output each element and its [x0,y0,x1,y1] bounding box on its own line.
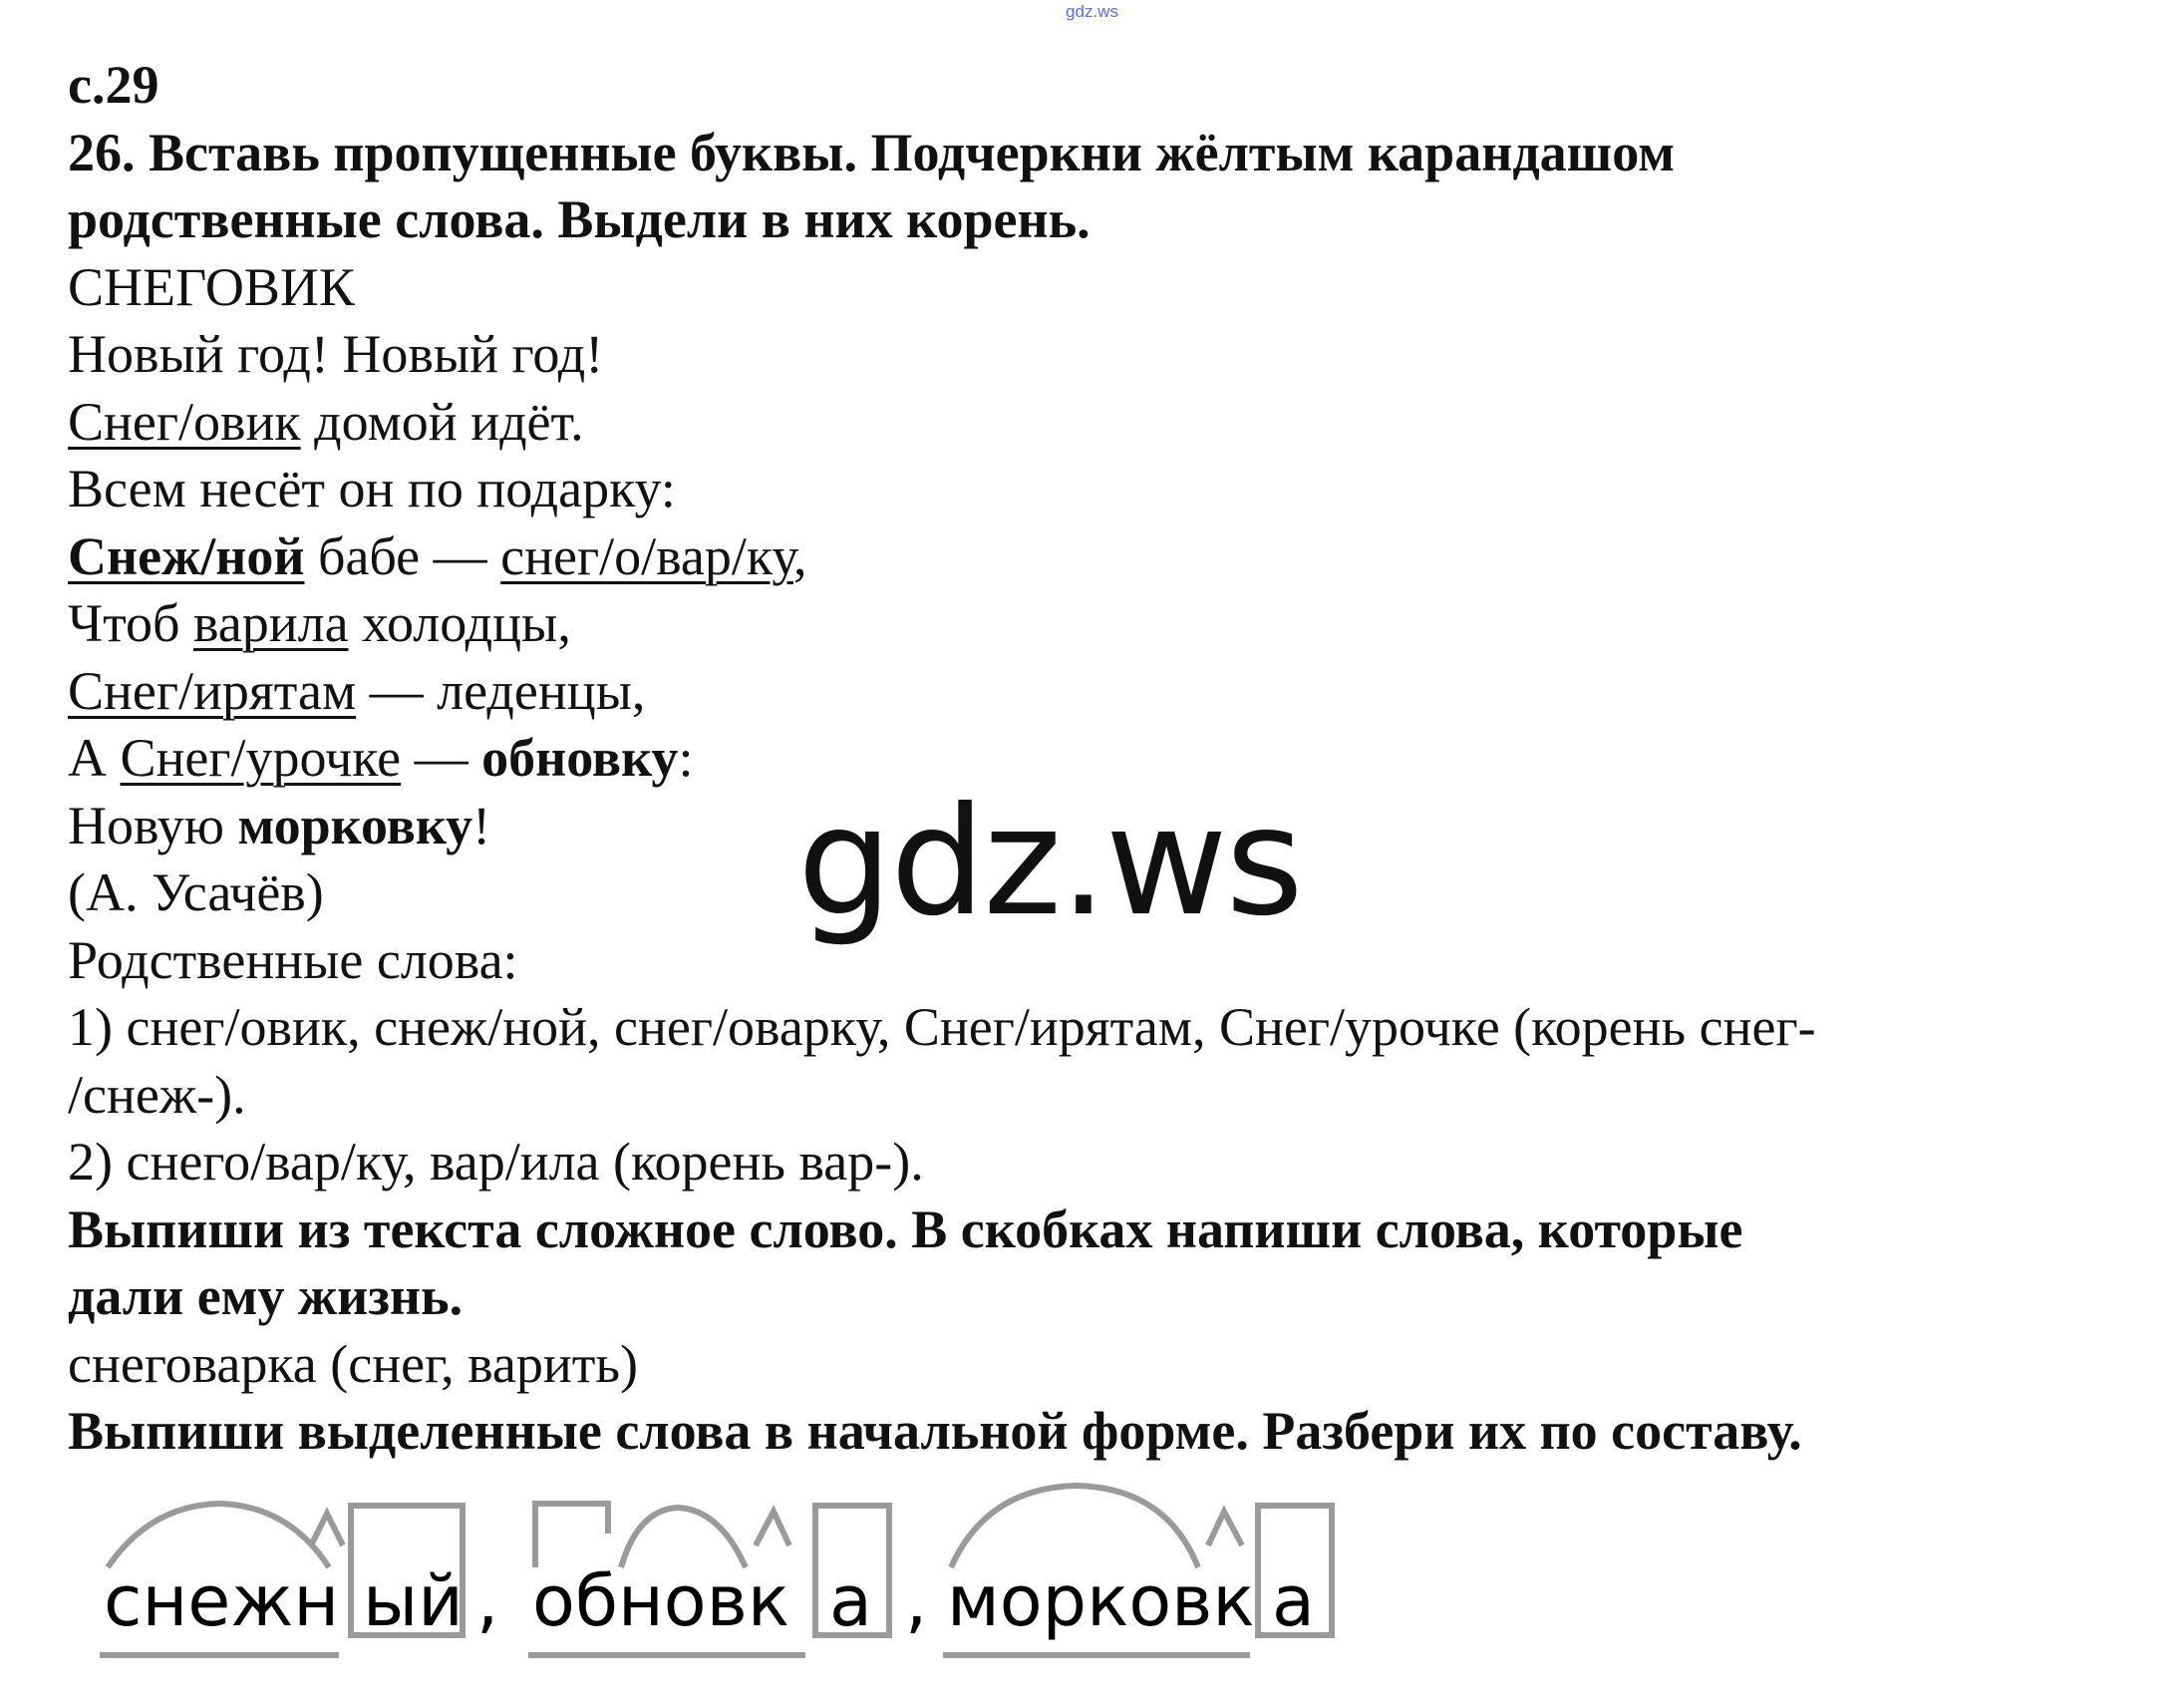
poem-author: (А. Усачёв) [68,862,324,922]
morph-word-2-ending: а [829,1560,872,1642]
root-arc [621,1508,746,1567]
task2-line-1: Выпиши из текста сложное слово. В скобках напиши слова, которые [68,1198,1743,1259]
root-arc [951,1486,1198,1567]
highlighted-word: обновку [481,728,679,788]
task-title-line-2: родственные слова. Выдели в них корень. [68,189,1091,249]
underlined-word: Снег/ирятам [68,660,357,721]
suffix-caret [1208,1512,1242,1545]
highlighted-word: морковку [237,795,473,855]
morph-word-3-ending: а [1272,1560,1315,1642]
page-label: с.29 [68,55,159,115]
task3-line: Выпиши выделенные слова в начальной форме. Разбери их по составу. [68,1401,1802,1461]
poem-text: — леденцы, [356,660,646,721]
poem-text: : [678,728,694,788]
poem-text: Новую [68,795,238,855]
underlined-word: снег/о/вар/ку [500,525,793,586]
poem-text: бабе — [304,525,501,586]
poem-text: домой идёт. [300,391,584,452]
morpheme-analysis [90,1476,1405,1665]
root-arc [108,1504,329,1567]
highlighted-word: Снеж/ной [68,525,305,586]
task2-line-2: дали ему жизнь. [68,1266,464,1326]
morph-comma: , [476,1560,499,1642]
morph-comma: , [905,1560,928,1642]
poem-text: холодцы, [348,593,571,653]
prefix-bracket [535,1504,608,1567]
top-watermark: gdz.ws [1066,2,1118,21]
poem-line-5 [68,590,2151,658]
poem-line-3: Всем несёт он по подарку: [68,459,676,518]
morph-word-2-stem: обновк [532,1560,790,1642]
poem-text: А [68,728,121,788]
related-line-1a: 1) снег/овик, снеж/ной, снег/оварку, Снег/ирятам, Снег/урочке (корень снег- [68,997,1816,1057]
poem-text: Чтоб [68,593,193,653]
poem-text: — [401,728,482,788]
morph-word-3-stem: морковк [947,1560,1255,1642]
poem-line-6 [68,658,2151,726]
suffix-caret [311,1514,343,1545]
poem-line-4 [68,523,2151,591]
poem-line-1: Новый год! Новый год! [68,324,604,384]
suffix-caret [756,1512,789,1545]
poem-text: ! [472,795,491,855]
task2-answer: снеговарка (снег, варить) [68,1333,639,1394]
poem-line-2 [68,389,2151,457]
morph-word-1-ending: ый [363,1560,464,1642]
underlined-word: Снег/овик [68,391,301,452]
underlined-word: варила [192,593,349,653]
poem-text: , [792,525,807,586]
underlined-word: Снег/урочке [120,728,402,788]
document-body [68,52,2151,1466]
related-header: Родственные слова: [68,929,518,990]
gdz-watermark: gdz.ws [797,776,1302,949]
task-title-line-1: 26. Вставь пропущенные буквы. Подчеркни жёлтым карандашом [68,122,1675,182]
related-line-1b: /снеж-). [68,1064,246,1125]
poem-title: СНЕГОВИК [68,256,355,317]
related-line-2: 2) снего/вар/ку, вар/ила (корень вар-). [68,1132,924,1192]
morph-word-1-stem: снежн [104,1560,340,1642]
